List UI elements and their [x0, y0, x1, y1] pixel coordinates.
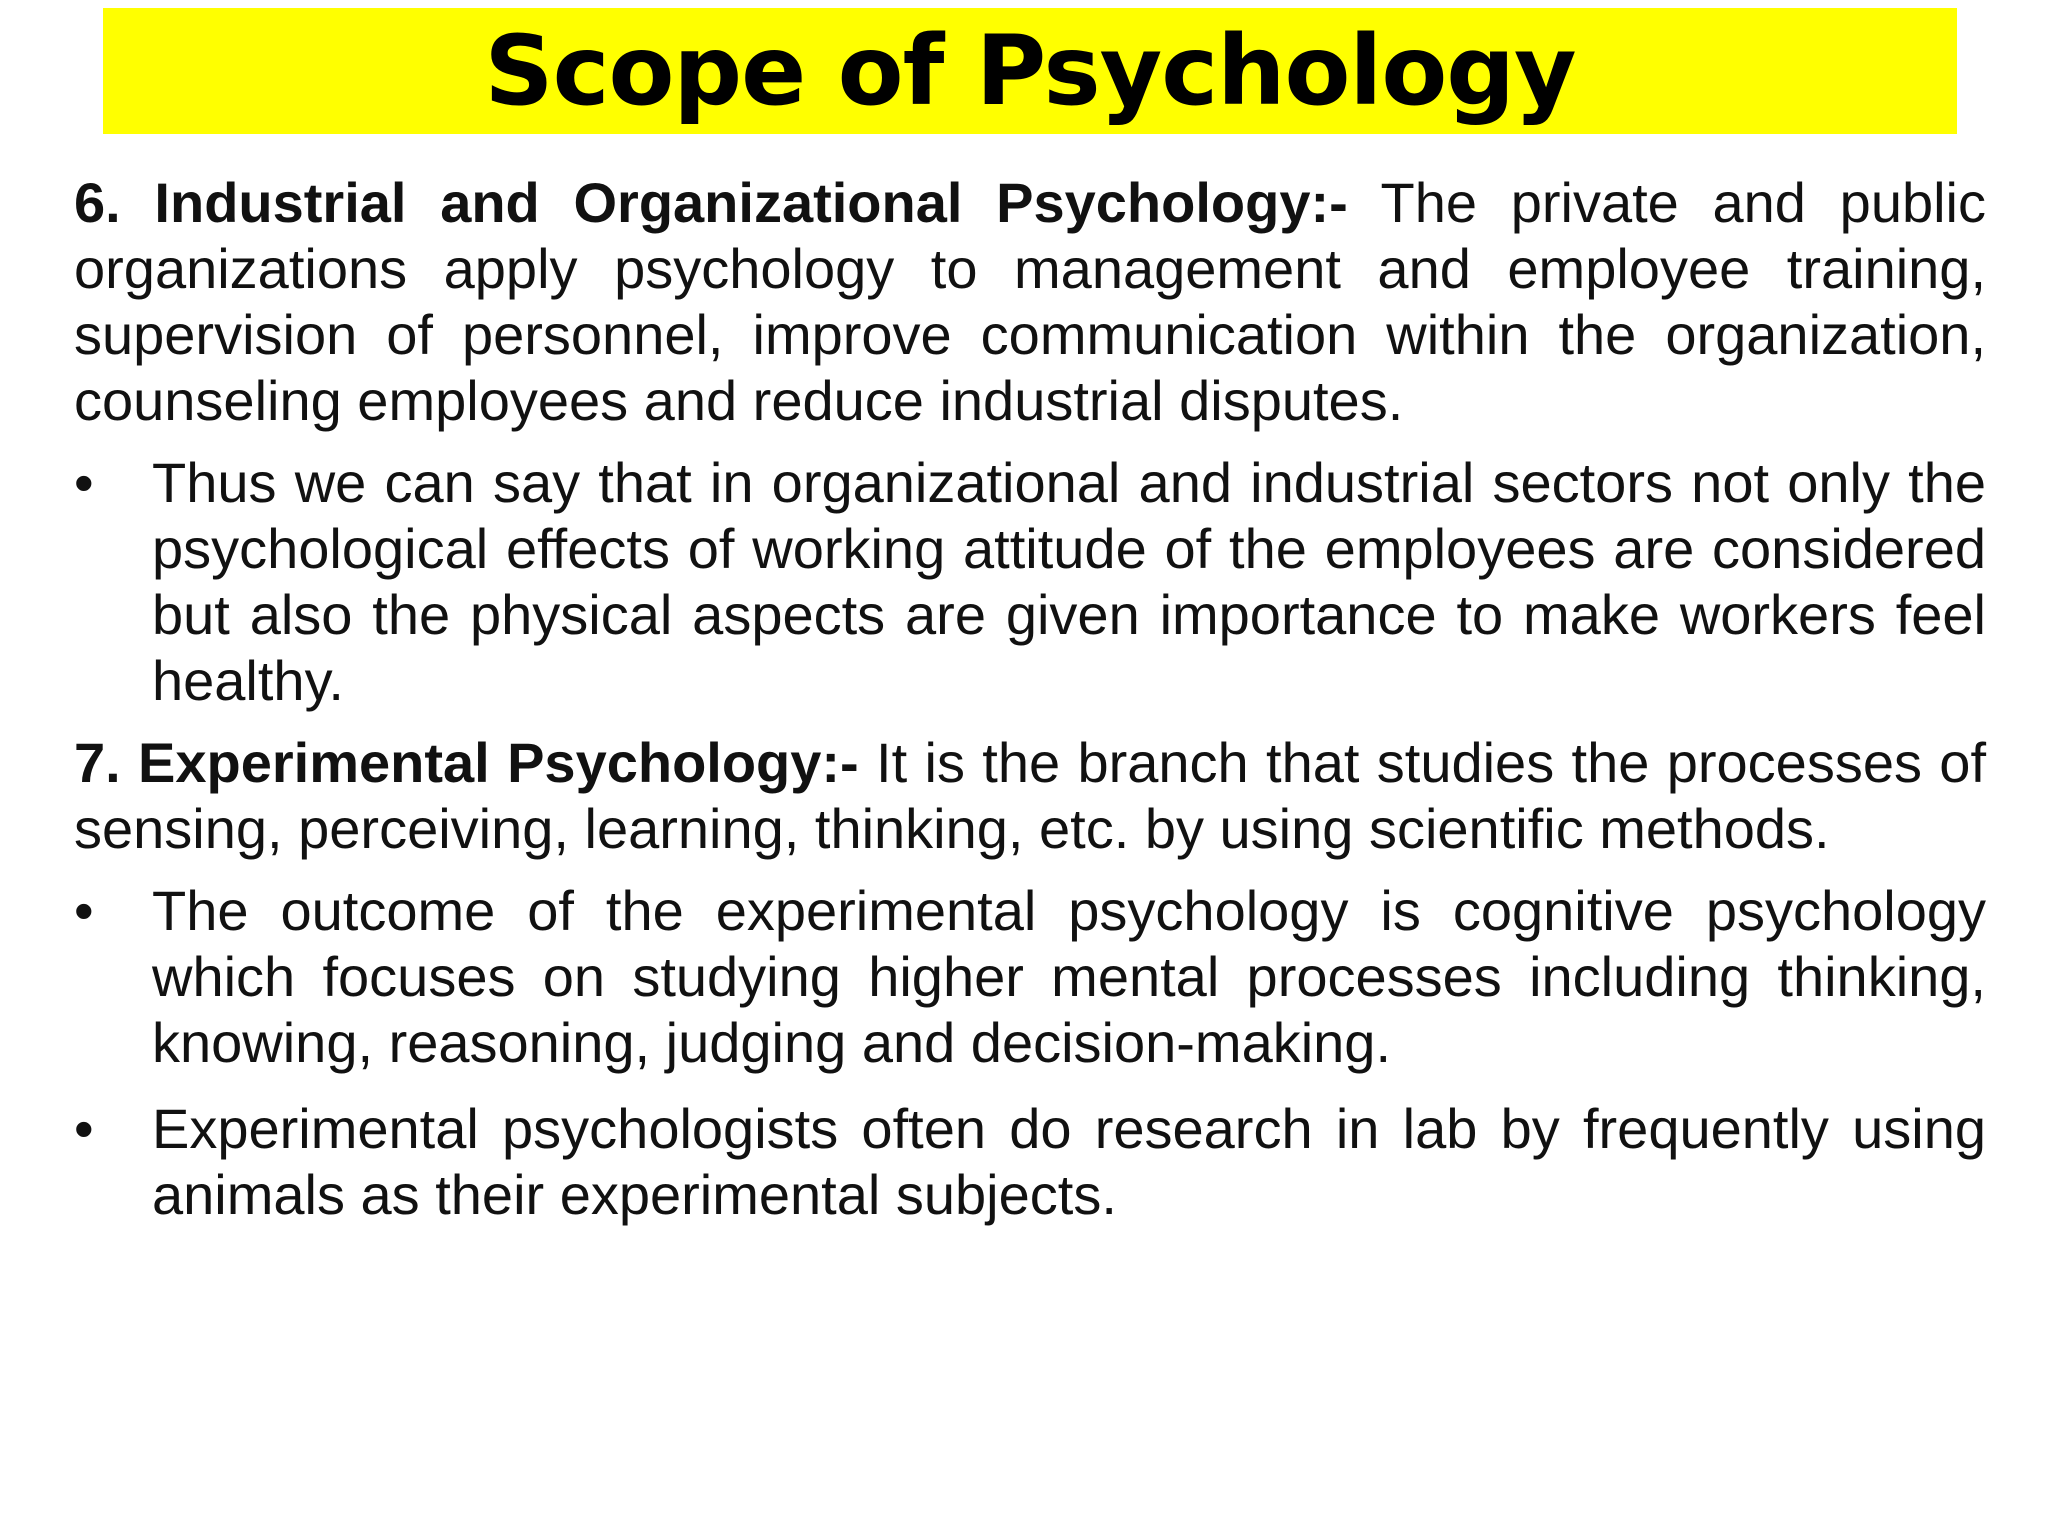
slide-title: Scope of Psychology	[484, 15, 1576, 127]
bullet-item	[74, 1096, 1986, 1228]
bullet-dot-icon: •	[74, 1097, 94, 1160]
title-banner	[103, 8, 1957, 134]
bullet-item	[74, 878, 1986, 1076]
paragraph-experimental	[74, 730, 1986, 862]
paragraph-heading: 6. Industrial and Organizational Psychology:-	[74, 171, 1348, 234]
bullet-dot-icon: •	[74, 451, 94, 514]
paragraph-text: It is the branch that studies the processes of sensing, perceiving, learning, thinking, etc. by using scientific methods.	[74, 731, 1986, 860]
bullet-dot-icon: •	[74, 879, 94, 942]
paragraph-industrial-organizational	[74, 170, 1986, 434]
bullet-text: Experimental psychologists often do research in lab by frequently using animals as their experimental subjects.	[152, 1097, 1986, 1226]
bullet-item	[74, 450, 1986, 714]
bullet-text: Thus we can say that in organizational and industrial sectors not only the psychological effects of working attitude of the employees are considered but also the physical aspects are given importance to make workers feel healthy.	[152, 451, 1986, 712]
paragraph-heading: 7. Experimental Psychology:-	[74, 731, 859, 794]
slide-body	[74, 170, 1986, 1244]
paragraph-text: The private and public organizations apply psychology to management and employee training, supervision of personnel, improve communication within the organization, counseling employees and reduce industrial disputes.	[74, 171, 1986, 432]
bullet-text: The outcome of the experimental psychology is cognitive psychology which focuses on studying higher mental processes including thinking, knowing, reasoning, judging and decision-making.	[152, 879, 1986, 1074]
